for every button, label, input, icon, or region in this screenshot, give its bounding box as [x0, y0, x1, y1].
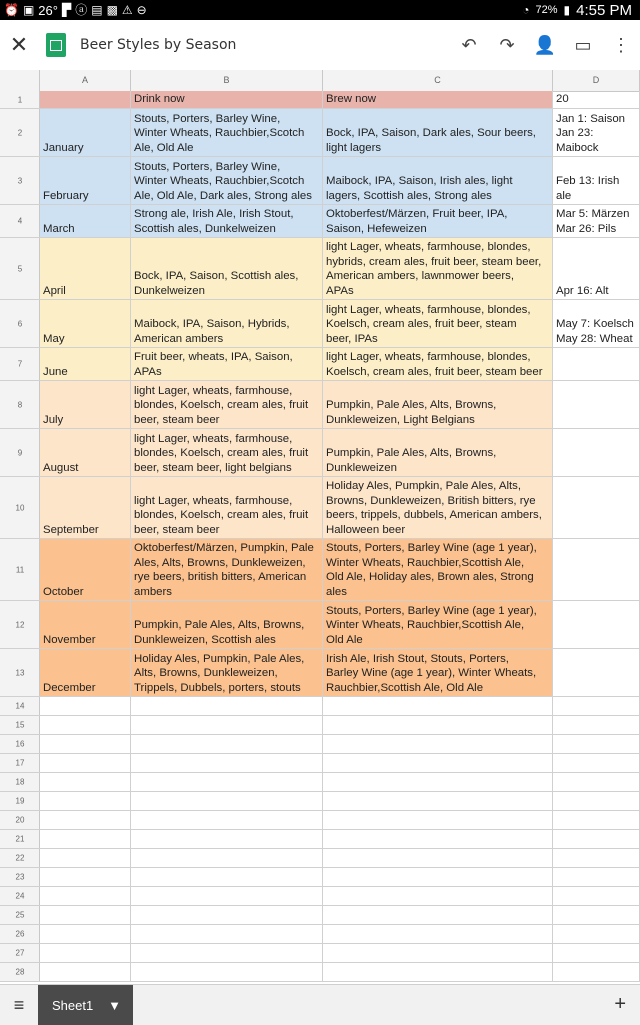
cell-b-10[interactable]	[131, 477, 323, 538]
table-row	[0, 109, 640, 157]
cell-b-5[interactable]	[131, 238, 323, 299]
cell-d-1[interactable]	[553, 91, 640, 108]
row-number: 27	[15, 948, 25, 958]
cell-a-17[interactable]	[40, 754, 131, 772]
table-row	[0, 849, 640, 868]
cell-b-23[interactable]	[131, 868, 323, 886]
cell-c-14[interactable]	[323, 697, 553, 715]
blocked-icon: ⊖	[136, 3, 147, 17]
table-row	[0, 792, 640, 811]
table-row	[0, 381, 640, 429]
cell-text: Apr 16: Alt	[556, 284, 609, 297]
row-number: 1	[17, 95, 23, 104]
cell-text: Oktoberfest/Märzen, Pumpkin, Pale Ales, Alts, Browns, Dunkleweizen, rye beers, british bitters, American ambers	[134, 542, 314, 598]
row-header[interactable]	[0, 381, 40, 428]
cell-a-27[interactable]	[40, 944, 131, 962]
cell-a-18[interactable]	[40, 773, 131, 791]
row-number: 22	[15, 853, 25, 863]
cell-c-11[interactable]	[323, 539, 553, 600]
close-icon[interactable]: ✕	[9, 32, 29, 57]
amazon-icon: ⓐ	[75, 3, 88, 17]
row-number: 21	[15, 834, 25, 844]
cell-text: Stouts, Porters, Barley Wine, Winter Wheats, Rauchbier,Scotch Ale, Old Ale, Dark ales, Strong ales	[134, 160, 312, 202]
cell-d-22[interactable]	[553, 849, 640, 867]
cell-text: light Lager, wheats, farmhouse, blondes, Koelsch, cream ales, fruit beer, steam beer	[326, 351, 543, 378]
cell-text: Pumpkin, Pale Ales, Alts, Browns, Dunkleweizen, Scottish ales	[134, 619, 305, 646]
cell-a-10[interactable]	[40, 477, 131, 538]
cell-d-5[interactable]	[553, 238, 640, 299]
cell-b-18[interactable]	[131, 773, 323, 791]
cell-text: Brew now	[326, 92, 377, 105]
cell-b-4[interactable]	[131, 205, 323, 237]
cell-d-16[interactable]	[553, 735, 640, 753]
cell-d-19[interactable]	[553, 792, 640, 810]
cell-a-9[interactable]	[40, 429, 131, 476]
cell-d-23[interactable]	[553, 868, 640, 886]
cell-text: June	[43, 365, 68, 378]
cell-d-26[interactable]	[553, 925, 640, 943]
cell-c-18[interactable]	[323, 773, 553, 791]
cell-d-27[interactable]	[553, 944, 640, 962]
cell-text: February	[43, 189, 89, 202]
cell-d-7[interactable]	[553, 348, 640, 380]
cell-b-16[interactable]	[131, 735, 323, 753]
row-header[interactable]	[0, 906, 40, 924]
cell-c-21[interactable]	[323, 830, 553, 848]
row-number: 10	[15, 503, 25, 512]
table-row	[0, 735, 640, 754]
cell-a-6[interactable]	[40, 300, 131, 347]
comment-icon[interactable]: ▭	[574, 34, 592, 55]
cell-d-13[interactable]	[553, 649, 640, 696]
row-header[interactable]	[0, 429, 40, 476]
cell-c-12[interactable]	[323, 601, 553, 648]
add-person-icon[interactable]: 👤	[533, 34, 557, 55]
cell-a-23[interactable]	[40, 868, 131, 886]
row-header[interactable]	[0, 963, 40, 981]
cell-text: October	[43, 585, 84, 598]
cell-text: Mar 5: Märzen Mar 26: Pils	[556, 208, 630, 235]
row-header[interactable]	[0, 830, 40, 848]
table-row	[0, 944, 640, 963]
cell-c-19[interactable]	[323, 792, 553, 810]
row-header[interactable]	[0, 348, 40, 380]
cell-text: September	[43, 523, 99, 536]
table-row	[0, 348, 640, 381]
battery-icon: ▮	[563, 3, 571, 17]
cell-a-15[interactable]	[40, 716, 131, 734]
cell-c-10[interactable]	[323, 477, 553, 538]
table-row	[0, 601, 640, 649]
row-number: 25	[15, 910, 25, 920]
row-number: 9	[17, 448, 23, 457]
row-number: 8	[17, 400, 23, 409]
cell-c-6[interactable]	[323, 300, 553, 347]
cell-d-6[interactable]	[553, 300, 640, 347]
cell-text: Maibock, IPA, Saison, Irish ales, light lagers, Scottish ales, Strong ales	[326, 175, 513, 202]
cell-text: Pumpkin, Pale Ales, Alts, Browns, Dunkleweizen, Light Belgians	[326, 399, 497, 426]
cell-text: July	[43, 413, 64, 426]
cell-c-2[interactable]	[323, 109, 553, 156]
cell-text: light Lager, wheats, farmhouse, blondes, Koelsch, cream ales, fruit beer, steam beer	[134, 384, 309, 426]
row-number: 2	[17, 128, 23, 137]
cell-c-5[interactable]	[323, 238, 553, 299]
row-number: 13	[15, 668, 25, 677]
cell-text: Fruit beer, wheats, IPA, Saison, APAs	[134, 351, 293, 378]
row-header[interactable]	[0, 697, 40, 715]
photo-icon: ▩	[106, 3, 118, 17]
table-row	[0, 157, 640, 205]
cell-text: Feb 13: Irish ale	[556, 175, 620, 202]
cell-d-14[interactable]	[553, 697, 640, 715]
cell-text: Oktoberfest/Märzen, Fruit beer, IPA, Saison, Hefeweizen	[326, 208, 508, 235]
table-row	[0, 716, 640, 735]
row-number: 16	[15, 739, 25, 749]
cell-d-20[interactable]	[553, 811, 640, 829]
cell-c-28[interactable]	[323, 963, 553, 981]
row-header[interactable]	[0, 109, 40, 156]
row-number: 12	[15, 620, 25, 629]
row-header[interactable]	[0, 849, 40, 867]
row-header[interactable]	[0, 300, 40, 347]
row-number: 3	[17, 176, 23, 185]
cell-b-14[interactable]	[131, 697, 323, 715]
cell-text: Strong ale, Irish Ale, Irish Stout, Scottish ales, Dunkelweizen	[134, 208, 294, 235]
app-toolbar	[0, 20, 640, 71]
corner-cell[interactable]	[0, 70, 40, 91]
cell-a-13[interactable]	[40, 649, 131, 696]
cell-a-3[interactable]	[40, 157, 131, 204]
table-row	[0, 238, 640, 300]
cell-b-15[interactable]	[131, 716, 323, 734]
cell-c-26[interactable]	[323, 925, 553, 943]
cell-text: Bock, IPA, Saison, Scottish ales, Dunkelweizen	[134, 270, 299, 297]
cell-b-8[interactable]	[131, 381, 323, 428]
cell-text: Stouts, Porters, Barley Wine (age 1 year), Winter Wheats, Rauchbier,Scottish Ale, Old Ale	[326, 604, 537, 646]
row-header[interactable]	[0, 754, 40, 772]
cell-a-28[interactable]	[40, 963, 131, 981]
row-number: 23	[15, 872, 25, 882]
cell-text: December	[43, 681, 96, 694]
row-number: 11	[15, 565, 25, 574]
cell-text: 20	[556, 92, 569, 105]
cell-text: May	[43, 332, 65, 345]
cell-b-26[interactable]	[131, 925, 323, 943]
table-row	[0, 477, 640, 539]
cell-text: April	[43, 284, 66, 297]
cell-d-11[interactable]	[553, 539, 640, 600]
cell-text: Pumpkin, Pale Ales, Alts, Browns, Dunkleweizen	[326, 447, 497, 474]
table-row	[0, 925, 640, 944]
cell-a-4[interactable]	[40, 205, 131, 237]
weather-icon: ▣	[22, 3, 35, 17]
cell-text: Bock, IPA, Saison, Dark ales, Sour beers, light lagers	[326, 127, 536, 154]
cell-a-2[interactable]	[40, 109, 131, 156]
row-header[interactable]	[0, 649, 40, 696]
alarm-icon: ⏰	[4, 3, 19, 17]
cell-b-3[interactable]	[131, 157, 323, 204]
column-header-a[interactable]: A	[40, 70, 131, 91]
row-header[interactable]	[0, 205, 40, 237]
cell-a-8[interactable]	[40, 381, 131, 428]
undo-icon[interactable]: ↶	[461, 34, 477, 55]
cell-d-18[interactable]	[553, 773, 640, 791]
cell-text: Drink now	[134, 92, 185, 105]
table-row	[0, 773, 640, 792]
cell-text: November	[43, 633, 96, 646]
cell-c-22[interactable]	[323, 849, 553, 867]
cell-text: Holiday Ales, Pumpkin, Pale Ales, Alts, Browns, Dunkleweizen, British bitters, rye beers, trippels, dubbels, American ambers, Halloween beer	[326, 480, 542, 536]
cell-d-21[interactable]	[553, 830, 640, 848]
table-row	[0, 91, 640, 109]
column-header-c[interactable]: C	[323, 70, 553, 91]
row-number: 4	[17, 216, 23, 226]
table-row	[0, 868, 640, 887]
table-row	[0, 205, 640, 238]
row-number: 15	[15, 720, 25, 730]
cell-a-21[interactable]	[40, 830, 131, 848]
document-title: Beer Styles by Season	[80, 37, 237, 53]
cell-b-11[interactable]	[131, 539, 323, 600]
cell-d-9[interactable]	[553, 429, 640, 476]
cell-c-4[interactable]	[323, 205, 553, 237]
redo-icon[interactable]: ↷	[499, 34, 515, 55]
cell-b-1[interactable]	[131, 91, 323, 108]
sheet-tab-bar	[0, 984, 640, 1025]
cell-a-16[interactable]	[40, 735, 131, 753]
cell-c-24[interactable]	[323, 887, 553, 905]
cell-c-27[interactable]	[323, 944, 553, 962]
row-number: 18	[15, 777, 25, 787]
cell-a-20[interactable]	[40, 811, 131, 829]
table-row	[0, 429, 640, 477]
sheets-logo-icon	[46, 33, 66, 57]
bag-icon: ▤	[91, 3, 103, 17]
add-sheet-icon[interactable]: +	[614, 993, 626, 1015]
row-number: 14	[15, 701, 25, 711]
row-number: 6	[17, 319, 23, 328]
tab-label: Sheet1	[52, 997, 94, 1013]
column-header-d[interactable]: D	[553, 70, 640, 91]
cell-text: light Lager, wheats, farmhouse, blondes, Koelsch, cream ales, fruit beer, steam beer	[134, 494, 309, 536]
table-row	[0, 963, 640, 982]
table-row	[0, 649, 640, 697]
cell-c-17[interactable]	[323, 754, 553, 772]
cell-d-3[interactable]	[553, 157, 640, 204]
cell-b-2[interactable]	[131, 109, 323, 156]
cell-a-5[interactable]	[40, 238, 131, 299]
cell-a-11[interactable]	[40, 539, 131, 600]
cell-text: January	[43, 141, 84, 154]
cell-c-9[interactable]	[323, 429, 553, 476]
cell-a-26[interactable]	[40, 925, 131, 943]
column-header-row	[0, 70, 640, 92]
cell-a-25[interactable]	[40, 906, 131, 924]
cell-text: light Lager, wheats, farmhouse, blondes, Koelsch, cream ales, fruit beer, steam beer, IPAs	[326, 303, 531, 345]
cell-text: light Lager, wheats, farmhouse, blondes, hybrids, cream ales, fruit beer, steam beer, American ambers, lawnmower beers, APAs	[326, 241, 542, 297]
more-vert-icon[interactable]: ⋮	[612, 34, 630, 55]
row-header[interactable]	[0, 887, 40, 905]
cell-d-28[interactable]	[553, 963, 640, 981]
cell-b-20[interactable]	[131, 811, 323, 829]
row-header[interactable]	[0, 792, 40, 810]
cell-b-25[interactable]	[131, 906, 323, 924]
cell-d-25[interactable]	[553, 906, 640, 924]
cell-d-24[interactable]	[553, 887, 640, 905]
cell-a-7[interactable]	[40, 348, 131, 380]
cell-c-8[interactable]	[323, 381, 553, 428]
table-row	[0, 887, 640, 906]
table-row	[0, 539, 640, 601]
row-header[interactable]	[0, 157, 40, 204]
cell-c-1[interactable]	[323, 91, 553, 108]
row-header[interactable]	[0, 477, 40, 538]
cell-text: Holiday Ales, Pumpkin, Pale Ales, Alts, Browns, Dunkleweizen, Trippels, Dubbels, porters, stouts	[134, 652, 305, 694]
cell-c-7[interactable]	[323, 348, 553, 380]
column-header-b[interactable]: B	[131, 70, 323, 91]
cell-c-13[interactable]	[323, 649, 553, 696]
row-number: 28	[15, 967, 25, 977]
cell-c-20[interactable]	[323, 811, 553, 829]
cell-a-19[interactable]	[40, 792, 131, 810]
cell-text: Jan 1: Saison Jan 23: Maibock	[556, 112, 626, 154]
cell-d-4[interactable]	[553, 205, 640, 237]
table-row	[0, 300, 640, 348]
cell-b-21[interactable]	[131, 830, 323, 848]
cell-c-15[interactable]	[323, 716, 553, 734]
row-header[interactable]	[0, 944, 40, 962]
cell-c-3[interactable]	[323, 157, 553, 204]
cell-text: Irish Ale, Irish Stout, Stouts, Porters, Barley Wine (age 1 year), Winter Wheats, Rauchbier,Scottish Ale, Old Ale	[326, 652, 537, 694]
cell-a-22[interactable]	[40, 849, 131, 867]
row-header[interactable]	[0, 91, 40, 108]
cell-c-16[interactable]	[323, 735, 553, 753]
cell-b-19[interactable]	[131, 792, 323, 810]
cell-d-15[interactable]	[553, 716, 640, 734]
cell-text: May 7: Koelsch May 28: Wheat	[556, 318, 634, 345]
cell-b-12[interactable]	[131, 601, 323, 648]
row-header[interactable]	[0, 868, 40, 886]
row-header[interactable]	[0, 735, 40, 753]
cell-b-17[interactable]	[131, 754, 323, 772]
cell-d-8[interactable]	[553, 381, 640, 428]
table-row	[0, 906, 640, 925]
cell-c-23[interactable]	[323, 868, 553, 886]
cell-d-10[interactable]	[553, 477, 640, 538]
cell-b-28[interactable]	[131, 963, 323, 981]
cell-b-22[interactable]	[131, 849, 323, 867]
row-number: 7	[17, 359, 23, 369]
temperature-text: 26°	[38, 2, 58, 18]
cell-b-27[interactable]	[131, 944, 323, 962]
cell-b-9[interactable]	[131, 429, 323, 476]
row-header[interactable]	[0, 238, 40, 299]
row-header[interactable]	[0, 716, 40, 734]
row-number: 17	[15, 758, 25, 768]
row-number: 26	[15, 929, 25, 939]
flipboard-icon: ▛	[61, 3, 72, 17]
cell-text: Stouts, Porters, Barley Wine (age 1 year), Winter Wheats, Rauchbier,Scottish Ale, Old Ale, Holiday ales, Brown ales, Strong ales	[326, 542, 537, 598]
tab-sheet1[interactable]	[38, 985, 133, 1025]
status-bar	[0, 0, 640, 20]
cell-b-7[interactable]	[131, 348, 323, 380]
clock: 4:55 PM	[576, 1, 632, 19]
cell-a-12[interactable]	[40, 601, 131, 648]
cell-d-17[interactable]	[553, 754, 640, 772]
cell-d-2[interactable]	[553, 109, 640, 156]
row-header[interactable]	[0, 925, 40, 943]
cell-a-14[interactable]	[40, 697, 131, 715]
cell-text: light Lager, wheats, farmhouse, blondes, Koelsch, cream ales, fruit beer, steam beer, light belgians	[134, 432, 309, 474]
cell-text: August	[43, 461, 79, 474]
row-number: 5	[17, 264, 23, 273]
table-row	[0, 830, 640, 849]
cell-d-12[interactable]	[553, 601, 640, 648]
sheet-list-icon[interactable]: ≡	[13, 994, 25, 1015]
cell-a-1[interactable]	[40, 91, 131, 108]
cell-c-25[interactable]	[323, 906, 553, 924]
wifi-icon: ◔	[522, 3, 530, 17]
cell-b-13[interactable]	[131, 649, 323, 696]
cell-text: March	[43, 222, 75, 235]
row-number: 20	[15, 815, 25, 825]
cell-b-6[interactable]	[131, 300, 323, 347]
cell-a-24[interactable]	[40, 887, 131, 905]
battery-percent: 72%	[535, 4, 558, 16]
row-number: 24	[15, 891, 25, 901]
cell-b-24[interactable]	[131, 887, 323, 905]
table-row	[0, 811, 640, 830]
cell-text: Maibock, IPA, Saison, Hybrids, American ambers	[134, 318, 290, 345]
row-header[interactable]	[0, 773, 40, 791]
warning-icon: ⚠	[121, 3, 133, 17]
row-header[interactable]	[0, 811, 40, 829]
dropdown-arrow-icon[interactable]: ▼	[108, 997, 121, 1013]
cell-text: Stouts, Porters, Barley Wine, Winter Wheats, Rauchbier,Scotch Ale, Old Ale	[134, 112, 305, 154]
table-row	[0, 754, 640, 773]
row-number: 19	[15, 796, 25, 806]
row-header[interactable]	[0, 601, 40, 648]
table-row	[0, 697, 640, 716]
row-header[interactable]	[0, 539, 40, 600]
